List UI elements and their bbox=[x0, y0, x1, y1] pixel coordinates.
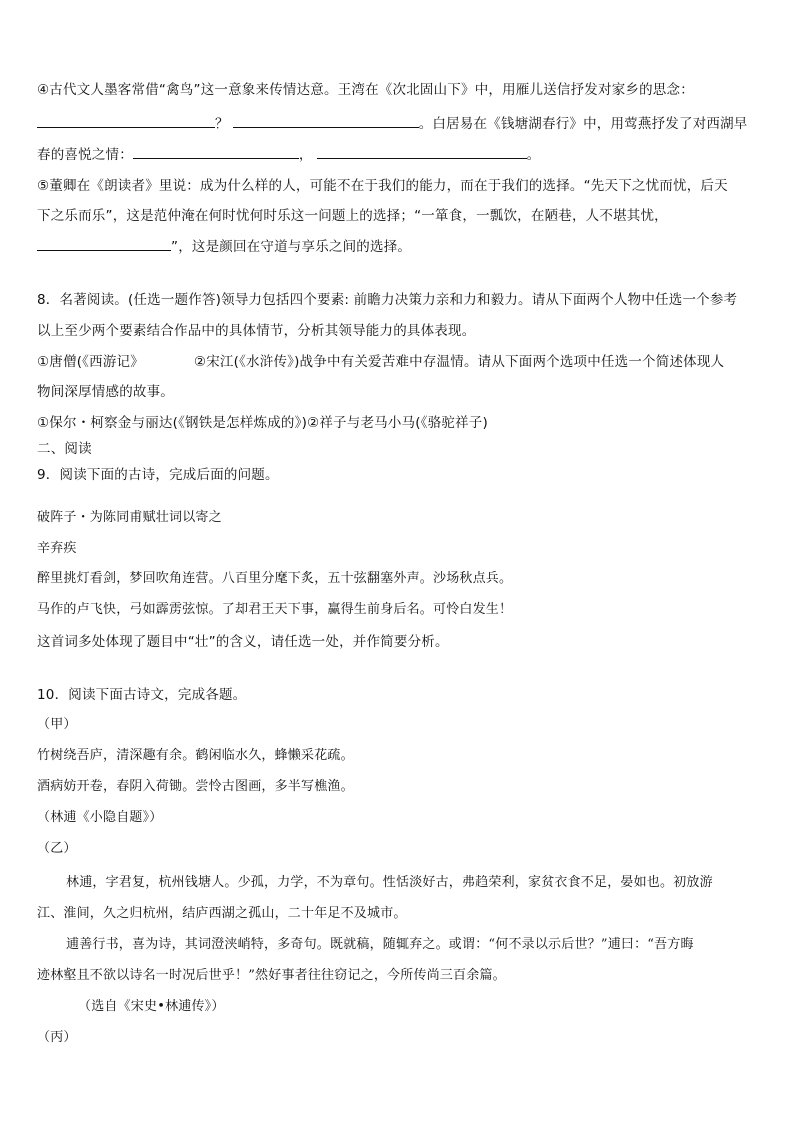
q7-item5-line2: 下之乐而乐”，这是范仲淹在何时忧何时乐这一问题上的选择；“一箪食，一瓢饮，在陋巷，人不堪其忧， bbox=[37, 208, 668, 224]
q7-item4-line3-sep: ， bbox=[298, 147, 313, 163]
text-label-b: （乙） bbox=[37, 841, 77, 856]
q10-prompt: 10．阅读下面古诗文，完成各题。 bbox=[37, 687, 247, 703]
q7-item4-line2-tail: 。白居易在《钱塘湖春行》中，用莺燕抒发了对西湖早 bbox=[418, 116, 748, 132]
poem-author: 辛弃疾 bbox=[37, 541, 77, 556]
prose-line: 江、淮间，久之归杭州，结庐西湖之孤山，二十年足不及城市。 bbox=[37, 906, 407, 921]
q7-item4-sep: ？ bbox=[215, 116, 229, 132]
q8-line4: 物间深厚情感的故事。 bbox=[37, 384, 174, 400]
q8-line3 bbox=[37, 352, 724, 372]
poem-title: 破阵子・为陈同甫赋壮词以寄之 bbox=[37, 510, 222, 525]
q7-item4-line3-end: 。 bbox=[526, 147, 541, 163]
q8-line2: 以上至少两个要素结合作品中的具体情节，分析其领导能力的具体表现。 bbox=[37, 323, 476, 339]
poem-source: （林逋《小隐自题》） bbox=[37, 810, 163, 825]
q9-prompt: 9．阅读下面的古诗，完成后面的问题。 bbox=[37, 467, 279, 483]
answer-blank[interactable] bbox=[317, 145, 527, 159]
prose-line: 迹林壑且不欲以诗名一时况后世乎！”然好事者往往窃记之，今所传尚三百余篇。 bbox=[37, 968, 506, 983]
q8-option-tangseng: ①唐僧(《西游记》 bbox=[37, 354, 144, 370]
answer-blank[interactable] bbox=[133, 145, 299, 159]
q7-item5-line1: ⑤董卿在《朗读者》里说：成为什么样的人，可能不在于我们的能力，而在于我们的选择。“先天下之忧而忧，后天 bbox=[37, 178, 728, 194]
q8-line5: ①保尔・柯察金与丽达(《钢铁是怎样炼成的》)②祥子与老马小马(《骆驼祥子) bbox=[37, 415, 488, 431]
text-label-c: （丙） bbox=[37, 1030, 77, 1045]
text-label-a: （甲） bbox=[37, 717, 77, 732]
poem-line: 酒病妨开卷，春阴入荷锄。尝怜古图画，多半写樵渔。 bbox=[37, 779, 354, 794]
prose-line: 逋善行书，喜为诗，其词澄浃峭特，多奇句。既就稿，随辄弃之。或谓：“何不录以示后世？”逋曰：“吾方晦 bbox=[66, 937, 694, 952]
poem-line: 醉里挑灯看剑，梦回吹角连营。八百里分麾下炙，五十弦翻塞外声。沙场秋点兵。 bbox=[37, 571, 513, 586]
q7-item5-line3 bbox=[37, 237, 411, 257]
q7-item4-line1: ④古代文人墨客常借“禽鸟”这一意象来传情达意。王湾在《次北固山下》中，用雁儿送信抒发对家乡的思念： bbox=[37, 82, 694, 98]
q7-item4-line3-head: 春的喜悦之情： bbox=[37, 147, 133, 163]
prose-line: 林逋，字君复，杭州钱塘人。少孤，力学，不为章句。性恬淡好古，弗趋荣利，家贫衣食不足，晏如也。初放游 bbox=[66, 875, 713, 890]
prose-source: （选自《宋史•林逋传》） bbox=[78, 999, 225, 1014]
q7-item4-line3 bbox=[37, 145, 540, 165]
q7-item5-line3-tail: ”，这是颜回在守道与享乐之间的选择。 bbox=[171, 239, 412, 255]
answer-blank[interactable] bbox=[37, 114, 215, 128]
section-title: 二、阅读 bbox=[37, 441, 92, 457]
poem-line: 马作的卢飞快，弓如霹雳弦惊。了却君王天下事，赢得生前身后名。可怜白发生！ bbox=[37, 602, 513, 617]
answer-blank[interactable] bbox=[37, 237, 171, 251]
q8-option-songjiang: ②宋江(《水浒传》)战争中有关爱苦难中存温情。请从下面两个选项中任选一个简述体现人 bbox=[193, 354, 725, 370]
answer-blank[interactable] bbox=[233, 114, 419, 128]
q8-line1: 8．名著阅读。(任选一题作答)领导力包括四个要素: 前瞻力决策力亲和力和毅力。请从下面两个人物中任选一个参考 bbox=[37, 292, 738, 308]
q7-item4-line2 bbox=[37, 114, 748, 134]
q9-question: 这首词多处体现了题目中“壮”的含义，请任选一处，并作简要分析。 bbox=[37, 634, 449, 650]
poem-line: 竹树绕吾庐，清深趣有余。鹤闲临水久，蜂懒采花疏。 bbox=[37, 748, 354, 763]
